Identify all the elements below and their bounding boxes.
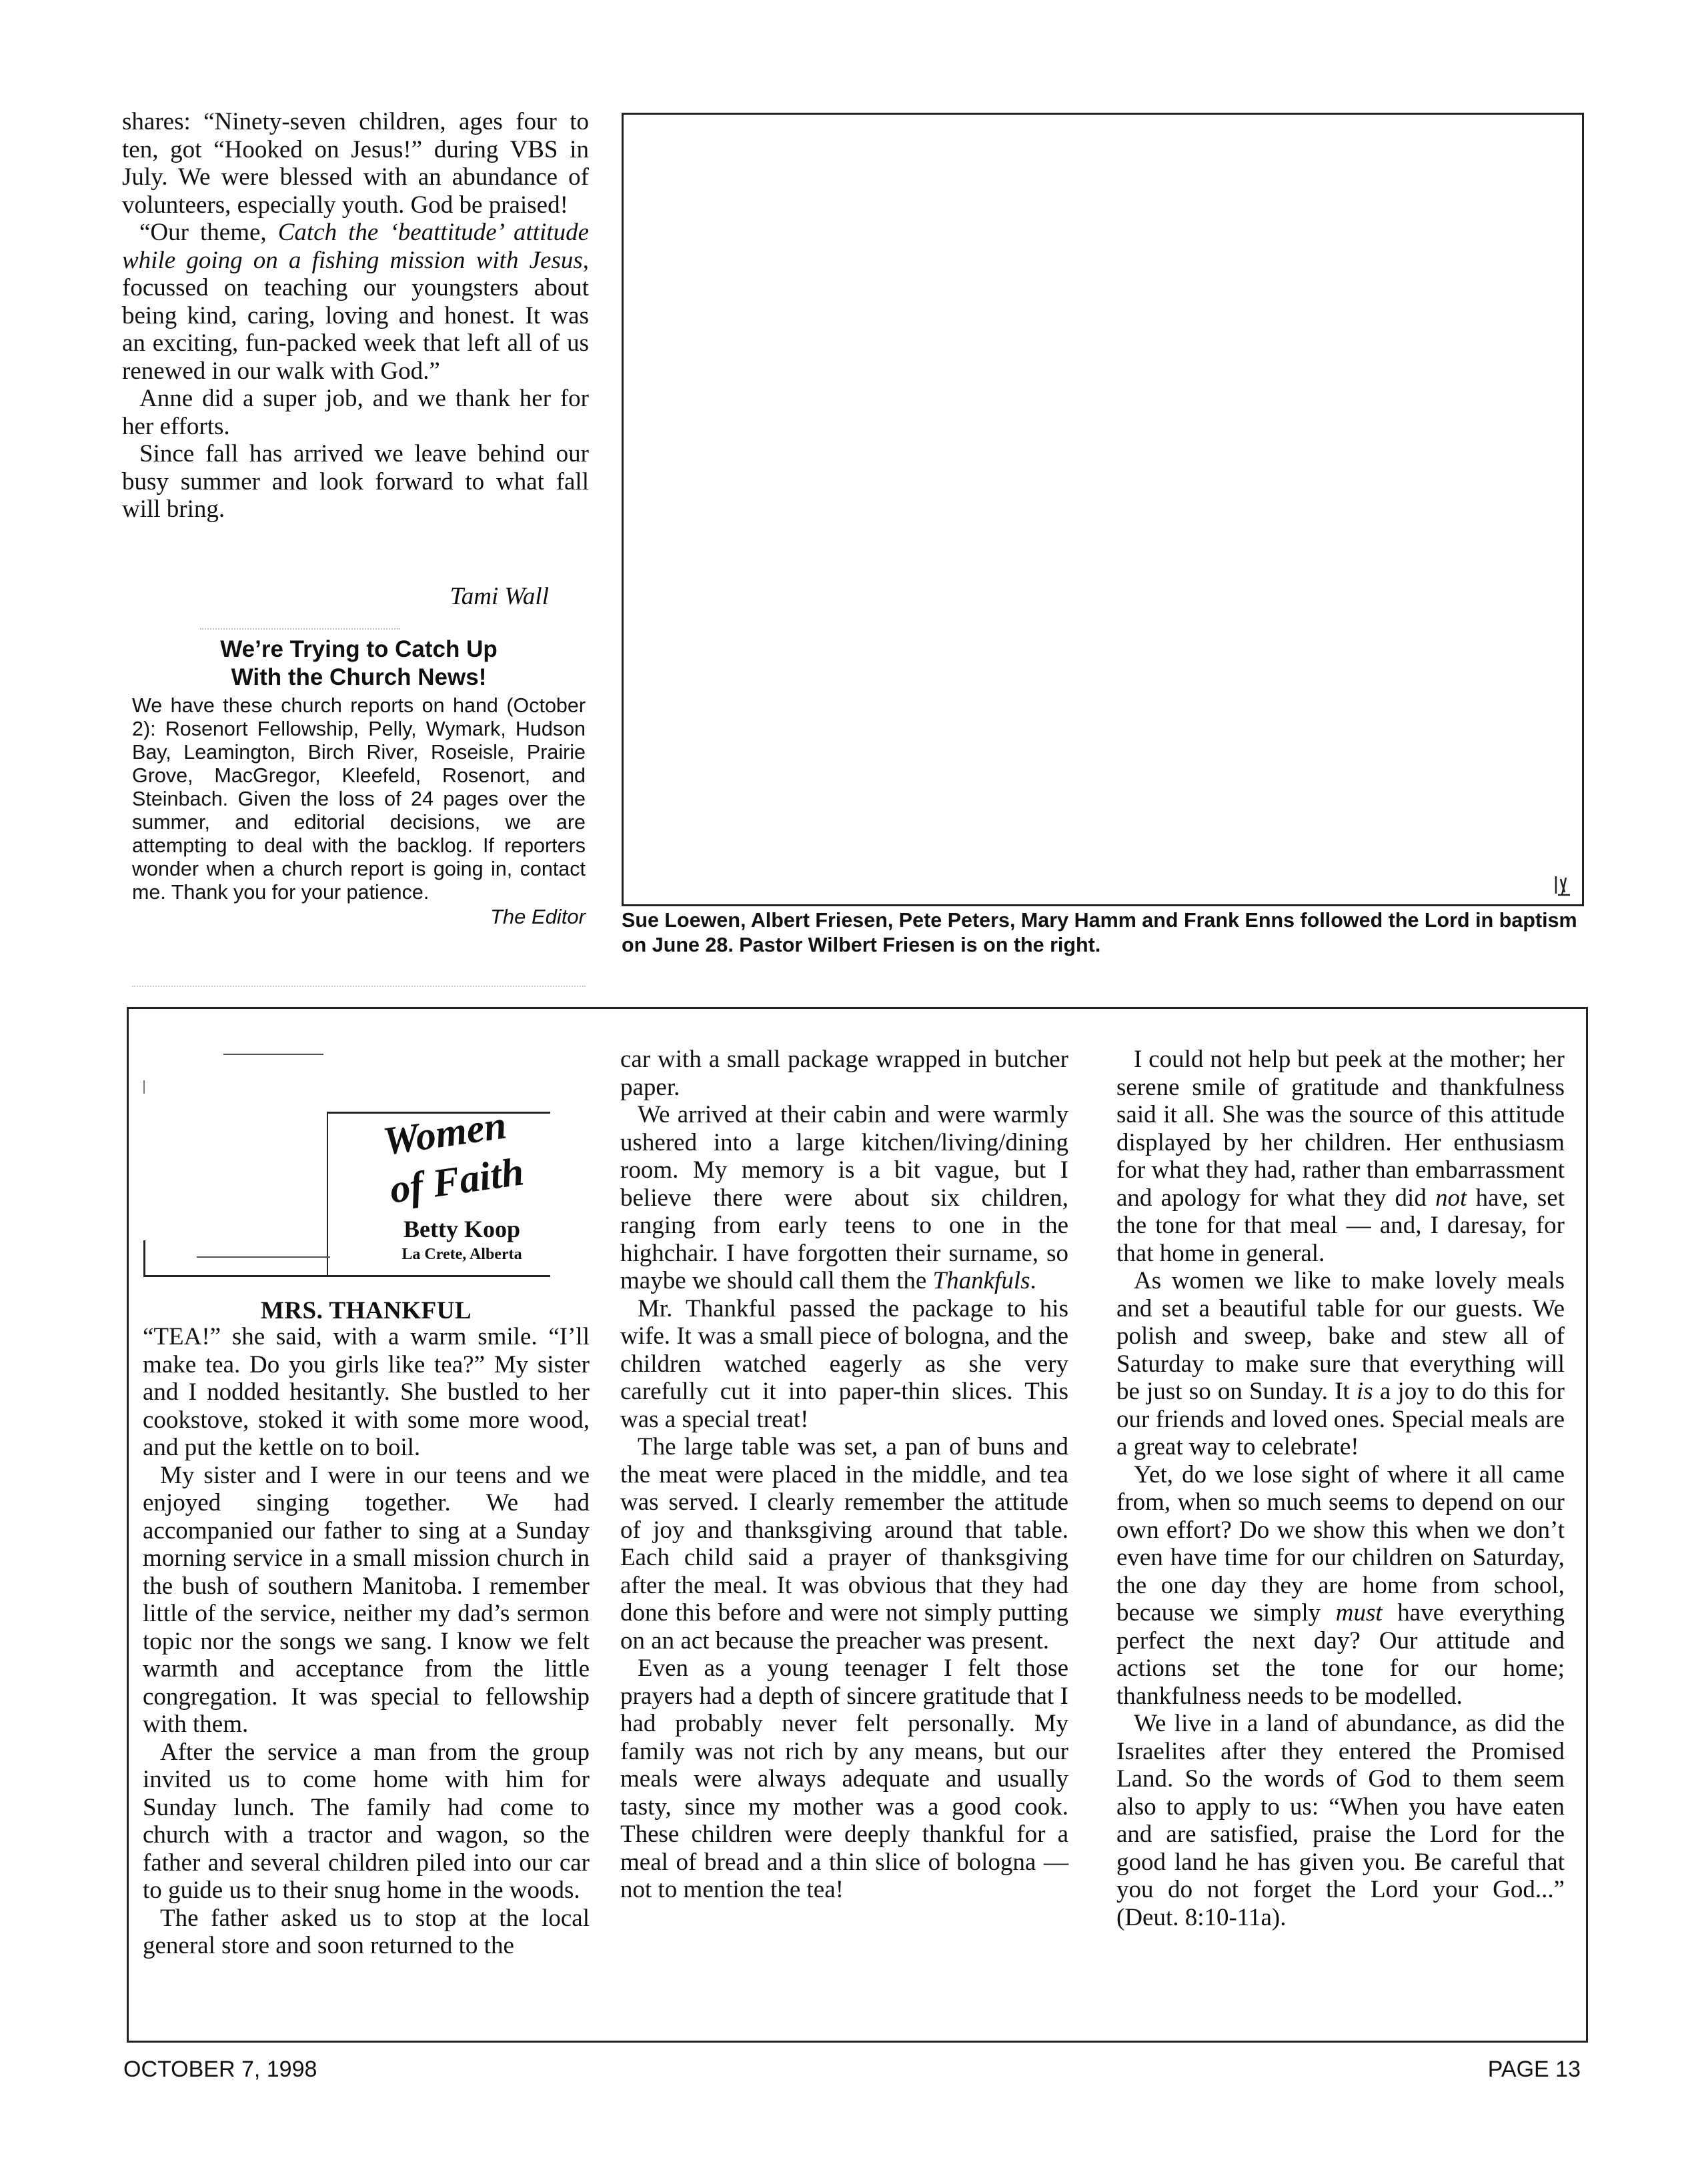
article-column-1 [143, 1323, 590, 1960]
italic-phrase: must [1335, 1599, 1383, 1626]
photo-credit-mark [1553, 872, 1573, 898]
paragraph: car with a small package wrapped in butcher paper. [620, 1046, 1068, 1101]
text-run: I could not help but peek at the mother; her serene smile of gratitude and thankfulness said it all. She was the source of this attitude displayed by her children. Her enthusiasm for what they had, rather than embarrassment and apology for what they did [1116, 1046, 1565, 1212]
editor-notice [132, 636, 586, 930]
paragraph [1116, 1046, 1565, 1267]
rule [197, 1256, 330, 1258]
paragraph [620, 1101, 1068, 1295]
paragraph [1116, 1267, 1565, 1461]
paragraph [1116, 1461, 1565, 1711]
text-run: a joy to do this for our friends and loved ones. Special meals are a great way to celebrate! [1116, 1378, 1565, 1460]
divider [132, 986, 586, 987]
paragraph: Even as a young teenager I felt those prayers had a depth of sincere gratitude that I had probably never felt personally. My family was not rich by any means, but our meals were always adequate and usually tasty, since my mother was a good cook. These children were deeply thankful for a meal of bread and a thin slice of bologna — not to mention the tea! [620, 1655, 1068, 1903]
column-location: La Crete, Alberta [401, 1246, 522, 1263]
rule [223, 1054, 323, 1055]
text-run: . [1030, 1267, 1036, 1294]
notice-title-line2: With the Church News! [231, 664, 487, 690]
italic-phrase: Thankfuls [932, 1267, 1030, 1294]
text-run: Yet, do we lose sight of where it all came from, when so much seems to depend on our own effort? Do we show this when we don’t even have time for our children on Saturday, the one day they are home from school, because we simply [1116, 1460, 1565, 1626]
article-column-2 [620, 1046, 1068, 1904]
rule [143, 1240, 145, 1276]
rule [143, 1080, 145, 1094]
footer-page-number: PAGE 13 [1487, 2057, 1581, 2082]
italic-phrase: is [1356, 1378, 1373, 1405]
author-signature: Tami Wall [450, 583, 549, 610]
top-left-column [122, 108, 589, 523]
logo-women: Women [380, 1102, 510, 1164]
column-logo-box [143, 1040, 550, 1280]
text-run: , focussed on teaching our youngsters about being kind, caring, loving and honest. It was an exciting, fun-packed week that left all of us renewed in our walk with God.” [122, 246, 589, 385]
paragraph: Since fall has arrived we leave behind our busy summer and look forward to what fall will bring. [122, 440, 589, 523]
paragraph: The father asked us to stop at the local general store and soon returned to the [143, 1904, 590, 1959]
notice-title-line1: We’re Trying to Catch Up [220, 636, 498, 662]
logo-of-faith: of Faith [387, 1149, 527, 1212]
divider [200, 628, 400, 630]
paragraph: “TEA!” she said, with a warm smile. “I’ll make tea. Do you girls like tea?” My sister and I nodded hesitantly. She bustled to her cookstove, stoked it with some more wood, and put the kettle on to boil. [143, 1323, 590, 1461]
article-heading: MRS. THANKFUL [260, 1297, 472, 1324]
text-run: “Our theme, [139, 219, 278, 246]
rule [143, 1275, 550, 1277]
paragraph: We live in a land of abundance, as did the Israelites after they entered the Promised Land. So the words of God to them seem also to apply to us: “When you have eaten and are satisfied, praise the Lord for the good land he has given you. Be careful that you do not forget the Lord your God...” (Deut. 8:10-11a). [1116, 1710, 1565, 1931]
text-run: have, set the tone for that meal — and, I daresay, for that home in general. [1116, 1184, 1565, 1267]
column-author: Betty Koop [403, 1216, 520, 1242]
paragraph: My sister and I were in our teens and we enjoyed singing together. We had accompanied our father to sing at a Sunday morning service in a small mission church in the bush of southern Manitoba. I remember little of the service, neither my dad’s sermon topic nor the songs we sang. I know we felt warmth and acceptance from the little congregation. It was special to fellowship with them. [143, 1461, 590, 1738]
photo-caption: Sue Loewen, Albert Friesen, Pete Peters, Mary Hamm and Frank Enns followed the Lord in baptism on June 28. Pastor Wilbert Friesen is on the right. [622, 909, 1577, 956]
paragraph: The large table was set, a pan of buns and the meat were placed in the middle, and tea was served. I clearly remember the attitude of joy and thanksgiving around that table. Each child said a prayer of thanksgiving after the meal. It was obvious that they had done this before and were not simply putting on an act because the preacher was present. [620, 1433, 1068, 1655]
notice-signature: The Editor [490, 905, 586, 928]
italic-phrase: not [1435, 1184, 1467, 1212]
paragraph: After the service a man from the group invited us to come home with him for Sunday lunch. The family had come to church with a tractor and wagon, so the father and several children piled into our car to guide us to their snug home in the woods. [143, 1738, 590, 1904]
text-run: We arrived at their cabin and were warmly ushered into a large kitchen/living/dining room. My memory is a bit vague, but I believe there were about six children, ranging from early teens to one in the highchair. I have forgotten their surname, so maybe we should call them the [620, 1101, 1068, 1294]
paragraph: Anne did a super job, and we thank her for her efforts. [122, 385, 589, 440]
italic-phrase: Catch the ‘beattitude’ attitude while going on a fishing mission with Jesus [122, 219, 589, 274]
text-run: As women we like to make lovely meals and set a beautiful table for our guests. We polish and sweep, bake and stew all of Saturday to make sure that everything will be just so on Sunday. It [1116, 1267, 1565, 1405]
notice-body: We have these church reports on hand (October 2): Rosenort Fellowship, Pelly, Wymark, Hudson Bay, Leamington, Birch River, Roseisle, Prairie Grove, MacGregor, Kleefeld, Rosenort, and Steinbach. Given the loss of 24 pages over the summer, and editorial decisions, we are attempting to deal with the backlog. If reporters wonder when a church report is going in, contact me. Thank you for your patience. [132, 694, 586, 904]
article-column-3 [1116, 1046, 1565, 1931]
text-run: have everything perfect the next day? Our attitude and actions set the tone for our home; thankfulness needs to be modelled. [1116, 1599, 1565, 1710]
photo-frame [622, 113, 1584, 906]
footer-date: OCTOBER 7, 1998 [123, 2057, 317, 2082]
paragraph: shares: “Ninety-seven children, ages four to ten, got “Hooked on Jesus!” during VBS in July. We were blessed with an abundance of volunteers, especially youth. God be praised! [122, 108, 589, 219]
paragraph [122, 219, 589, 385]
paragraph: Mr. Thankful passed the package to his wife. It was a small piece of bologna, and the children watched eagerly as she very carefully cut it into paper-thin slices. This was a special treat! [620, 1294, 1068, 1433]
rule [327, 1112, 328, 1276]
